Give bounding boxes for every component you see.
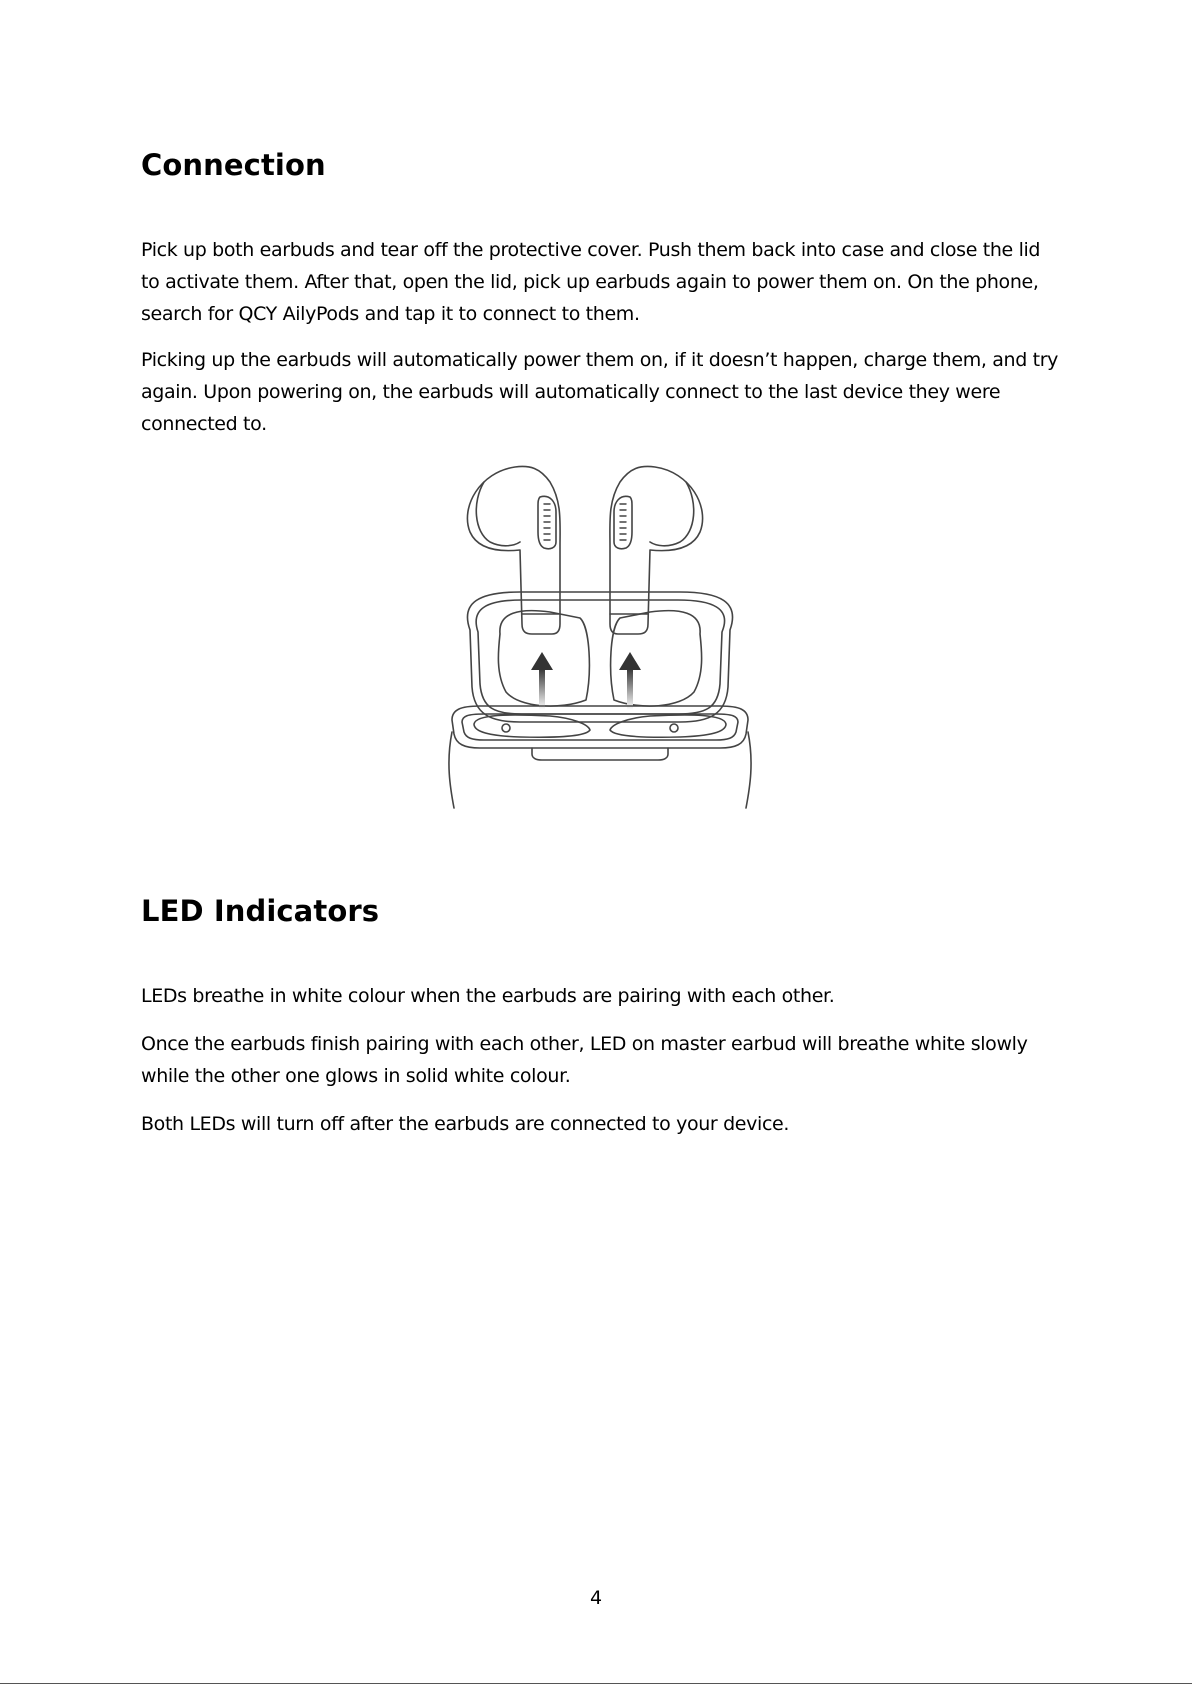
page-number: 4 <box>589 1587 603 1609</box>
connection-paragraph-2: Picking up the earbuds will automatically power them on, if it doesn’t happen, charge them, and try again. Upon powering on, the earbuds will automatically connect to the last device they were connected to. <box>141 349 1059 435</box>
led-indicators-heading: LED Indicators <box>141 894 380 928</box>
lift-arrow-left-icon <box>531 652 553 710</box>
earbuds-in-open-case-icon <box>440 452 760 810</box>
right-earbud-shape <box>610 466 703 634</box>
connection-paragraph-1: Pick up both earbuds and tear off the protective cover. Push them back into case and close the lid to activate them. After that, open the lid, pick up earbuds again to power them on. On the phone, search for QCY AilyPods and tap it to connect to them. <box>141 239 1041 325</box>
bottom-divider <box>0 1683 1192 1684</box>
led-paragraph-1: LEDs breathe in white colour when the earbuds are pairing with each other. <box>141 985 835 1007</box>
led-paragraph-3: Both LEDs will turn off after the earbuds are connected to your device. <box>141 1113 790 1135</box>
led-paragraph-2: Once the earbuds finish pairing with each other, LED on master earbud will breathe white slowly while the other one glows in solid white colour. <box>141 1033 1028 1087</box>
connection-heading: Connection <box>141 148 326 182</box>
lift-arrow-right-icon <box>619 652 641 710</box>
case-lid-shape <box>467 592 732 722</box>
